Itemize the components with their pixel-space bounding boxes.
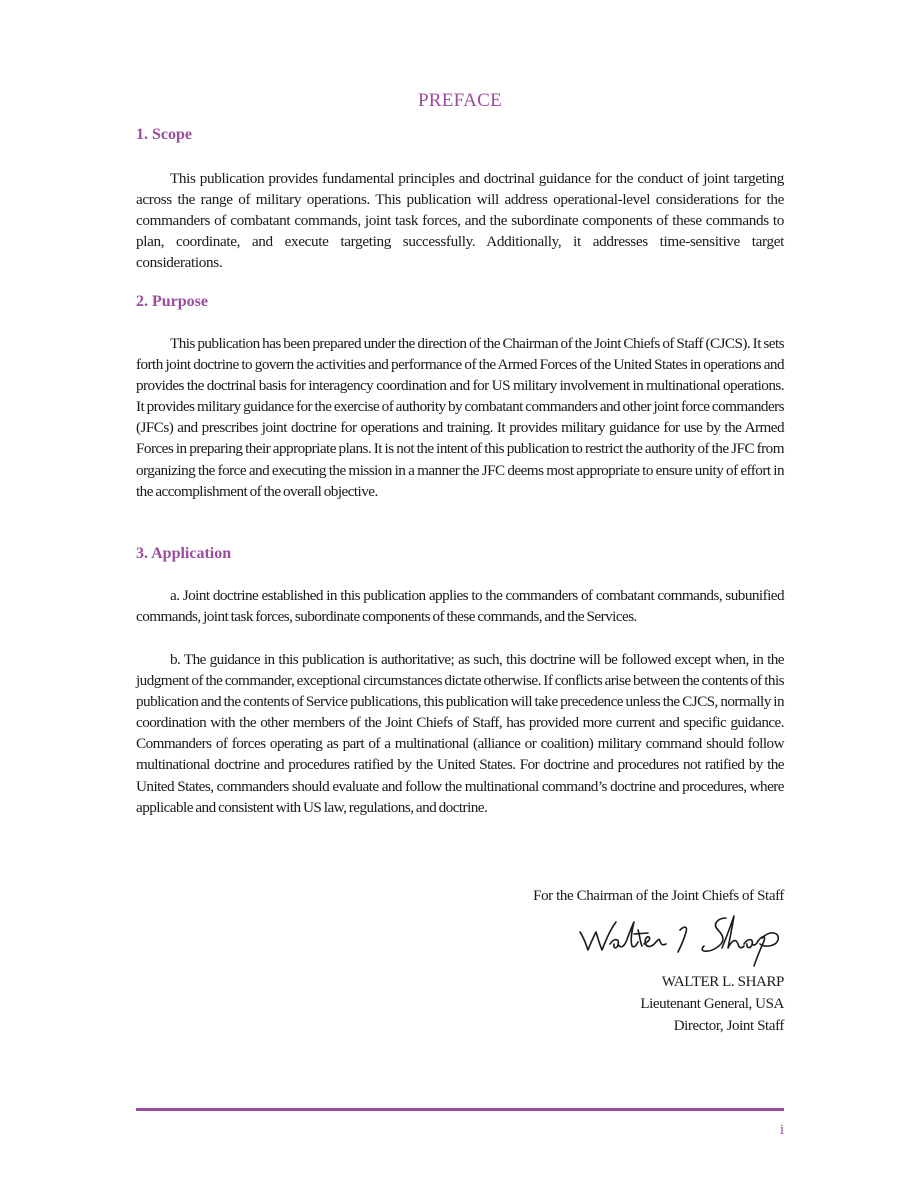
signatory-rank: Lieutenant General, USA xyxy=(640,996,784,1012)
signatory-position: Director, Joint Staff xyxy=(673,1018,784,1034)
page-number: i xyxy=(779,1122,784,1138)
section-heading-scope: 1. Scope xyxy=(136,126,192,143)
scope-paragraph: This publication provides fundamental principles and doctrinal guidance for the conduct of joint targeting across the range of military operations. This publication will address operational-level considerations for the commanders of combatant commands, joint task forces, and the subordinate components of these commands to plan, coordinate, and execute targeting successfully. Additionally, it addresses time-sensitive target considerations. xyxy=(136,170,784,272)
page-title: PREFACE xyxy=(417,90,503,111)
section-heading-application: 3. Application xyxy=(136,545,232,562)
signatory-name: WALTER L. SHARP xyxy=(661,974,784,990)
footer-divider xyxy=(136,1108,784,1111)
purpose-paragraph: This publication has been prepared under the direction of the Chairman of the Joint Chiefs of Staff (CJCS). It sets forth joint doctrine to govern the activities and performance of the Armed Forces of the United States in operations and provides the doctrinal basis for interagency coordination and for US military involvement in multinational operations. It provides military guidance for the exercise of authority by combatant commanders and other joint force commanders (JFCs) and prescribes joint doctrine for operations and training. It provides military guidance for use by the Armed Forces in preparing their appropriate plans. It is not the intent of this publication to restrict the authority of the JFC from organizing the force and executing the mission in a manner the JFC deems most appropriate to ensure unity of effort in the accomplishment of the overall objective. xyxy=(136,335,784,500)
signature-for-line-block xyxy=(384,885,784,907)
signatory-details xyxy=(384,971,784,1037)
for-chairman-line: For the Chairman of the Joint Chiefs of Staff xyxy=(533,888,784,904)
section-heading-purpose: 2. Purpose xyxy=(136,293,208,310)
application-paragraph-b: b. The guidance in this publication is authoritative; as such, this doctrine will be followed except when, in the judgment of the commander, exceptional circumstances dictate otherwise. If conflicts arise between the contents of this publication and the contents of Service publications, this publication will take precedence unless the CJCS, normally in coordination with the other members of the Joint Chiefs of Staff, has provided more current and specific guidance. Commanders of forces operating as part of a multinational (alliance or coalition) military command should follow multinational doctrine and procedures ratified by the United States. For doctrine and procedures not ratified by the United States, commanders should evaluate and follow the multinational command’s doctrine and procedures, where applicable and consistent with US law, regulations, and doctrine. xyxy=(136,651,784,816)
application-paragraph-a: a. Joint doctrine established in this publication applies to the commanders of combatant commands, subunified commands, joint task forces, subordinate components of these commands, and the Services. xyxy=(136,587,784,626)
handwritten-signature xyxy=(576,908,786,968)
